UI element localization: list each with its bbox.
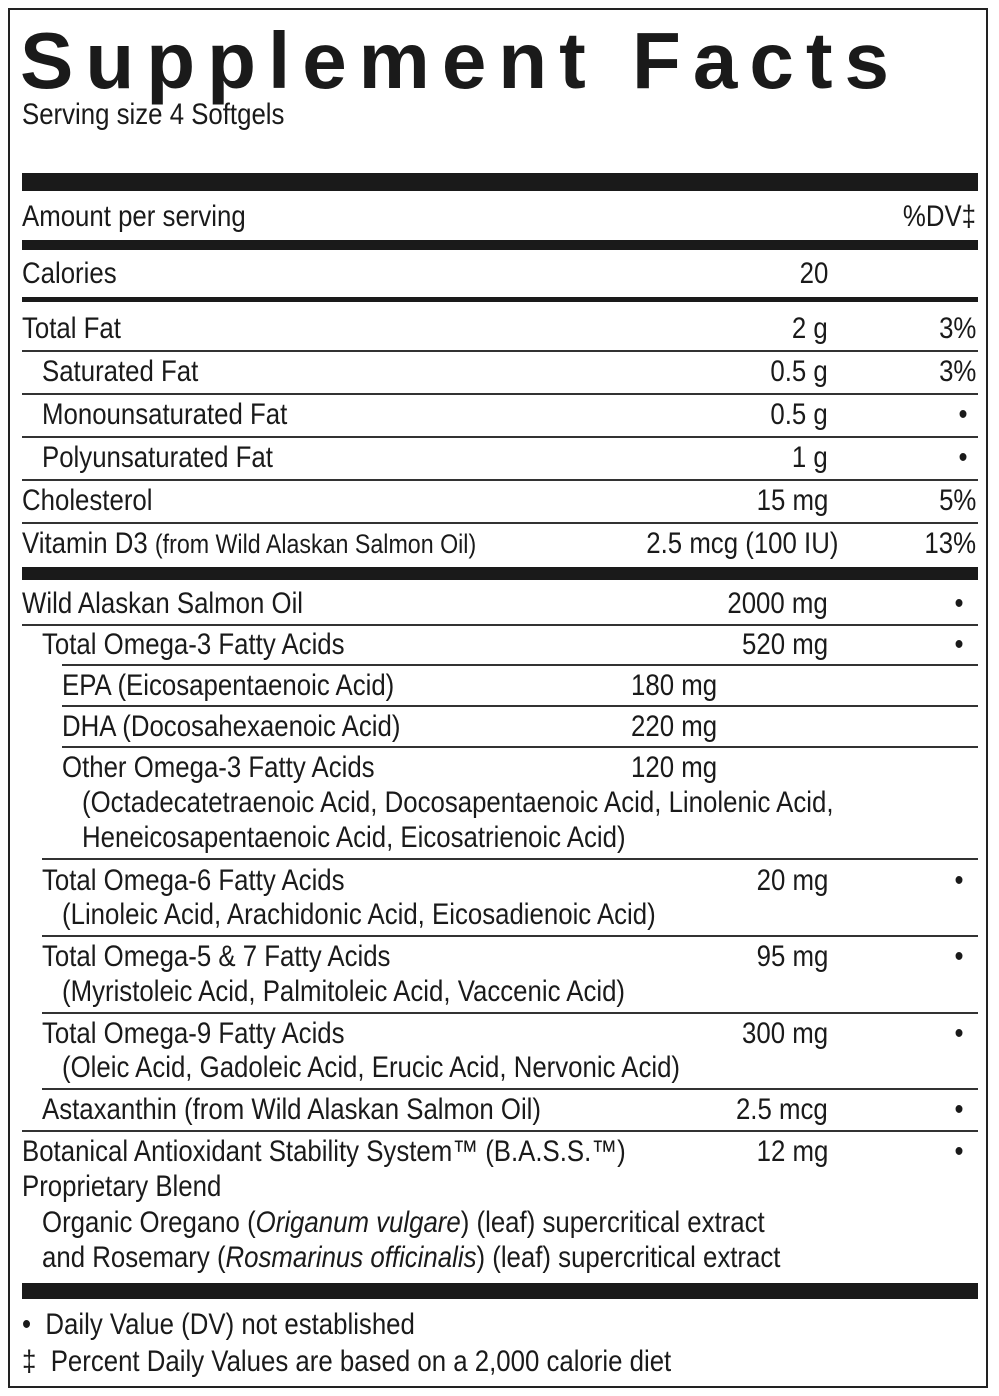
footnote-dv-not-established xyxy=(22,1308,415,1342)
omega6-label: Total Omega-6 Fatty Acids xyxy=(42,864,345,897)
bass-label-2: Proprietary Blend xyxy=(22,1170,222,1203)
row-divider xyxy=(42,935,978,937)
row-divider xyxy=(22,436,978,438)
monounsaturated-fat-dv: • xyxy=(958,398,968,431)
footnote-text: Percent Daily Values are based on a 2,000 calorie diet xyxy=(50,1345,672,1378)
astaxanthin-amount: 2.5 mcg xyxy=(736,1093,828,1126)
cholesterol-amount: 15 mg xyxy=(756,484,828,517)
other-omega3-detail-1: (Octadecatetraenoic Acid, Docosapentaenoic Acid, Linolenic Acid, xyxy=(82,786,834,819)
saturated-fat-amount: 0.5 g xyxy=(770,355,828,388)
astaxanthin-dv: • xyxy=(954,1093,964,1126)
omega3-dv: • xyxy=(954,628,964,661)
monounsaturated-fat-label: Monounsaturated Fat xyxy=(42,398,288,431)
dha-amount: 220 mg xyxy=(630,710,717,743)
vitamin-d3-label: Vitamin D3 xyxy=(22,527,148,560)
epa-row xyxy=(62,669,394,703)
omega6-amount: 20 mg xyxy=(756,864,828,897)
salmon-oil-amount: 2000 mg xyxy=(727,587,828,620)
bass-line2-a: and Rosemary ( xyxy=(42,1241,226,1274)
omega6-dv: • xyxy=(954,864,964,897)
vitamin-d3-source: (from Wild Alaskan Salmon Oil) xyxy=(154,529,477,559)
polyunsaturated-fat-dv: • xyxy=(958,441,968,474)
supplement-facts-panel xyxy=(8,8,988,1388)
polyunsaturated-fat-amount: 1 g xyxy=(792,441,828,474)
dha-label: DHA xyxy=(62,710,116,743)
salmon-oil-dv: • xyxy=(954,587,964,620)
other-omega3-amount: 120 mg xyxy=(630,751,717,784)
cholesterol-dv: 5% xyxy=(938,484,976,517)
vitamin-d3-amount: 2.5 mcg (100 IU) xyxy=(645,527,838,560)
row-divider xyxy=(62,705,978,707)
rosemary-latin-name: Rosmarinus officinalis xyxy=(225,1241,477,1274)
saturated-fat-dv: 3% xyxy=(938,355,976,388)
dv-header: %DV‡ xyxy=(902,200,976,233)
bass-label: Botanical Antioxidant Stability System™ (B.A.S.S.™) xyxy=(22,1135,626,1168)
bass-amount: 12 mg xyxy=(756,1135,828,1168)
bass-line1-b: ) (leaf) supercritical extract xyxy=(460,1206,765,1239)
amount-per-serving-label: Amount per serving xyxy=(22,200,246,233)
omega9-amount: 300 mg xyxy=(741,1017,828,1050)
epa-amount: 180 mg xyxy=(630,669,717,702)
omega9-dv: • xyxy=(954,1017,964,1050)
serving-size: Serving size 4 Softgels xyxy=(22,98,285,131)
dha-full-name: (Docosahexaenoic Acid) xyxy=(122,710,401,743)
other-omega3-label: Other Omega-3 Fatty Acids xyxy=(62,751,375,784)
omega3-amount: 520 mg xyxy=(741,628,828,661)
other-omega3-detail-2: Heneicosapentaenoic Acid, Eicosatrienoic Acid) xyxy=(82,821,626,854)
omega6-detail: (Linoleic Acid, Arachidonic Acid, Eicosadienoic Acid) xyxy=(62,898,656,931)
row-divider xyxy=(22,479,978,481)
footnote-text: Daily Value (DV) not established xyxy=(45,1308,415,1341)
panel-title: Supplement Facts xyxy=(20,16,902,105)
monounsaturated-fat-amount: 0.5 g xyxy=(770,398,828,431)
omega9-detail: (Oleic Acid, Gadoleic Acid, Erucic Acid, Nervonic Acid) xyxy=(62,1051,681,1084)
row-divider xyxy=(62,746,978,748)
bass-dv: • xyxy=(954,1135,964,1168)
omega57-dv: • xyxy=(954,940,964,973)
divider xyxy=(22,297,978,302)
total-fat-amount: 2 g xyxy=(792,312,828,345)
row-divider xyxy=(22,1130,978,1132)
omega9-label: Total Omega-9 Fatty Acids xyxy=(42,1017,345,1050)
bass-ingredients-line-2 xyxy=(42,1241,780,1275)
row-divider xyxy=(62,664,978,666)
salmon-oil-label: Wild Alaskan Salmon Oil xyxy=(22,587,304,620)
row-divider xyxy=(42,1088,978,1090)
vitamin-d3-dv: 13% xyxy=(924,527,976,560)
medium-divider xyxy=(22,567,978,580)
vitamin-d3-row xyxy=(22,527,476,561)
cholesterol-label: Cholesterol xyxy=(22,484,153,517)
row-divider xyxy=(42,858,978,860)
omega57-amount: 95 mg xyxy=(756,940,828,973)
calories-amount: 20 xyxy=(799,257,828,290)
row-divider xyxy=(22,624,978,626)
epa-label: EPA xyxy=(62,669,111,702)
calories-label: Calories xyxy=(22,257,117,290)
polyunsaturated-fat-label: Polyunsaturated Fat xyxy=(42,441,273,474)
row-divider xyxy=(22,522,978,524)
oregano-latin-name: Origanum vulgare xyxy=(255,1206,461,1239)
footnote-symbol-dagger: ‡ xyxy=(22,1345,37,1378)
saturated-fat-label: Saturated Fat xyxy=(42,355,199,388)
astaxanthin-row xyxy=(42,1093,541,1127)
row-divider xyxy=(42,1012,978,1014)
bass-ingredients-line-1 xyxy=(42,1206,765,1240)
epa-full-name: (Eicosapentaenoic Acid) xyxy=(117,669,395,702)
astaxanthin-source: (from Wild Alaskan Salmon Oil) xyxy=(184,1093,542,1126)
bass-line2-b: ) (leaf) supercritical extract xyxy=(476,1241,781,1274)
dha-row xyxy=(62,710,400,744)
omega57-label: Total Omega-5 & 7 Fatty Acids xyxy=(42,940,391,973)
omega3-label: Total Omega-3 Fatty Acids xyxy=(42,628,345,661)
omega57-detail: (Myristoleic Acid, Palmitoleic Acid, Vaccenic Acid) xyxy=(62,975,626,1008)
total-fat-label: Total Fat xyxy=(22,312,121,345)
thick-divider xyxy=(22,173,978,191)
row-divider xyxy=(22,393,978,395)
footnote-percent-dv xyxy=(22,1345,671,1379)
thick-divider xyxy=(22,1283,978,1299)
bass-line1-a: Organic Oregano ( xyxy=(42,1206,256,1239)
footnote-symbol-bullet: • xyxy=(22,1308,32,1341)
row-divider xyxy=(22,350,978,352)
astaxanthin-label: Astaxanthin xyxy=(42,1093,177,1126)
total-fat-dv: 3% xyxy=(938,312,976,345)
medium-divider xyxy=(22,240,978,250)
